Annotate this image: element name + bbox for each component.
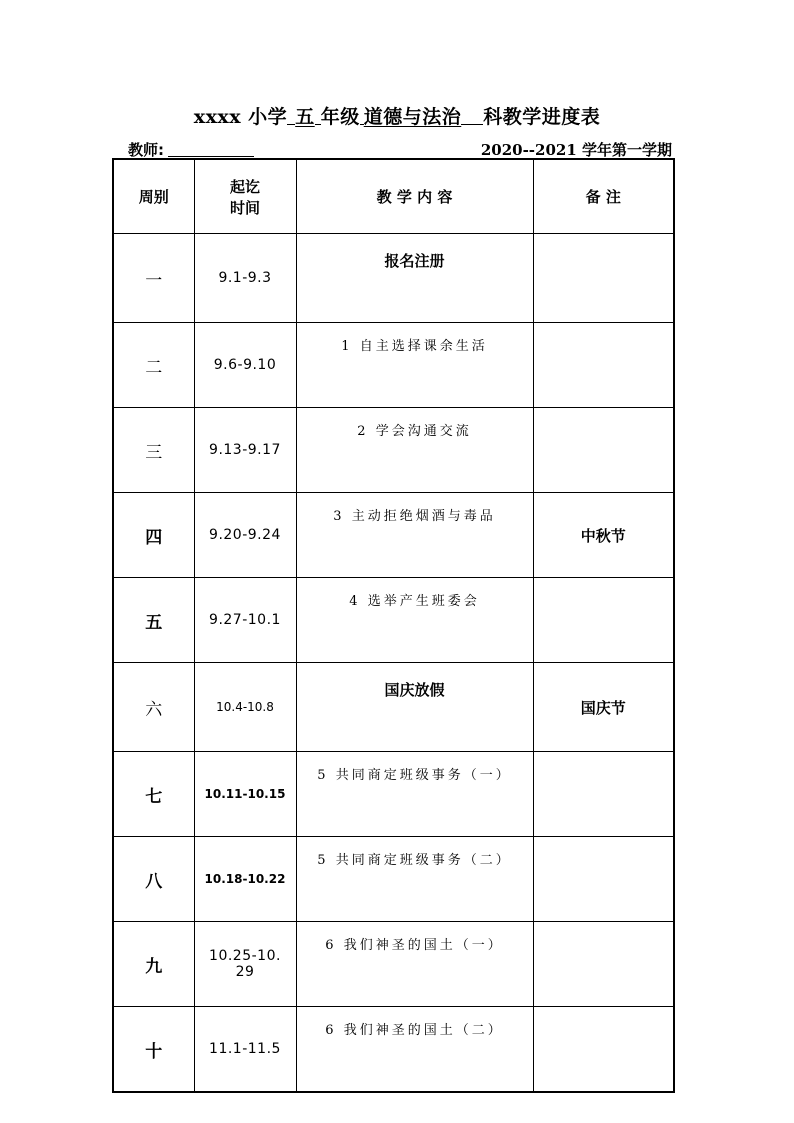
date-cell: 10.25-10.29 [194, 922, 296, 1007]
week-cell: 十 [113, 1007, 194, 1093]
header-content: 教 学 内 容 [296, 159, 533, 234]
table-row [113, 493, 674, 578]
date-cell: 10.18-10.22 [194, 837, 296, 922]
date-cell: 9.20-9.24 [194, 493, 296, 578]
date-cell: 9.1-9.3 [194, 234, 296, 323]
content-cell: 报名注册 [296, 234, 533, 323]
table-row [113, 578, 674, 663]
date-cell: 9.27-10.1 [194, 578, 296, 663]
header-date-line2: 时间 [229, 198, 260, 217]
note-cell [533, 837, 674, 922]
date-cell: 10.4-10.8 [194, 663, 296, 752]
title-suffix: 科教学进度表 [483, 106, 601, 128]
week-cell: 四 [113, 493, 194, 578]
content-cell: 4 选举产生班委会 [296, 578, 533, 663]
date-cell: 9.6-9.10 [194, 323, 296, 408]
note-cell [533, 323, 674, 408]
date-cell: 9.13-9.17 [194, 408, 296, 493]
week-cell: 五 [113, 578, 194, 663]
week-cell: 九 [113, 922, 194, 1007]
week-cell: 一 [113, 234, 194, 323]
grade-suffix: 年级 [320, 106, 360, 128]
week-cell: 三 [113, 408, 194, 493]
title-prefix: xxxx 小学 [193, 106, 288, 128]
header-note: 备 注 [533, 159, 674, 234]
underline-space [287, 106, 295, 125]
week-cell: 七 [113, 752, 194, 837]
content-cell: 3 主动拒绝烟酒与毒品 [296, 493, 533, 578]
schedule-table [112, 158, 675, 1093]
content-cell: 5 共同商定班级事务（二） [296, 837, 533, 922]
table-row [113, 752, 674, 837]
week-cell: 八 [113, 837, 194, 922]
table-header-row [113, 159, 674, 234]
table-row [113, 922, 674, 1007]
underline-space [461, 106, 483, 125]
note-cell [533, 752, 674, 837]
content-cell: 6 我们神圣的国土（二） [296, 1007, 533, 1093]
note-cell [533, 1007, 674, 1093]
header-date-line1: 起讫 [229, 177, 260, 196]
teacher-field [128, 139, 254, 160]
table-row [113, 837, 674, 922]
note-cell [533, 234, 674, 323]
week-cell: 二 [113, 323, 194, 408]
content-cell: 2 学会沟通交流 [296, 408, 533, 493]
teacher-blank [168, 142, 254, 157]
date-cell: 11.1-11.5 [194, 1007, 296, 1093]
note-cell [533, 408, 674, 493]
grade-value: 五 [295, 106, 315, 128]
note-cell [533, 922, 674, 1007]
note-cell: 中秋节 [533, 493, 674, 578]
subject-value: 道德与法治 [363, 106, 462, 128]
content-cell: 国庆放假 [296, 663, 533, 752]
content-cell: 5 共同商定班级事务（一） [296, 752, 533, 837]
date-cell: 10.11-10.15 [194, 752, 296, 837]
header-week: 周别 [113, 159, 194, 234]
header-date [194, 159, 296, 234]
note-cell [533, 578, 674, 663]
table-row [113, 663, 674, 752]
table-row [113, 234, 674, 323]
content-cell: 1 自主选择课余生活 [296, 323, 533, 408]
content-cell: 6 我们神圣的国土（一） [296, 922, 533, 1007]
table-row [113, 1007, 674, 1093]
term-label: 2020--2021 学年第一学期 [480, 141, 672, 159]
teacher-label: 教师: [128, 141, 164, 159]
table-row [113, 323, 674, 408]
table-row [113, 408, 674, 493]
note-cell: 国庆节 [533, 663, 674, 752]
week-cell: 六 [113, 663, 194, 752]
page-title [0, 102, 794, 129]
